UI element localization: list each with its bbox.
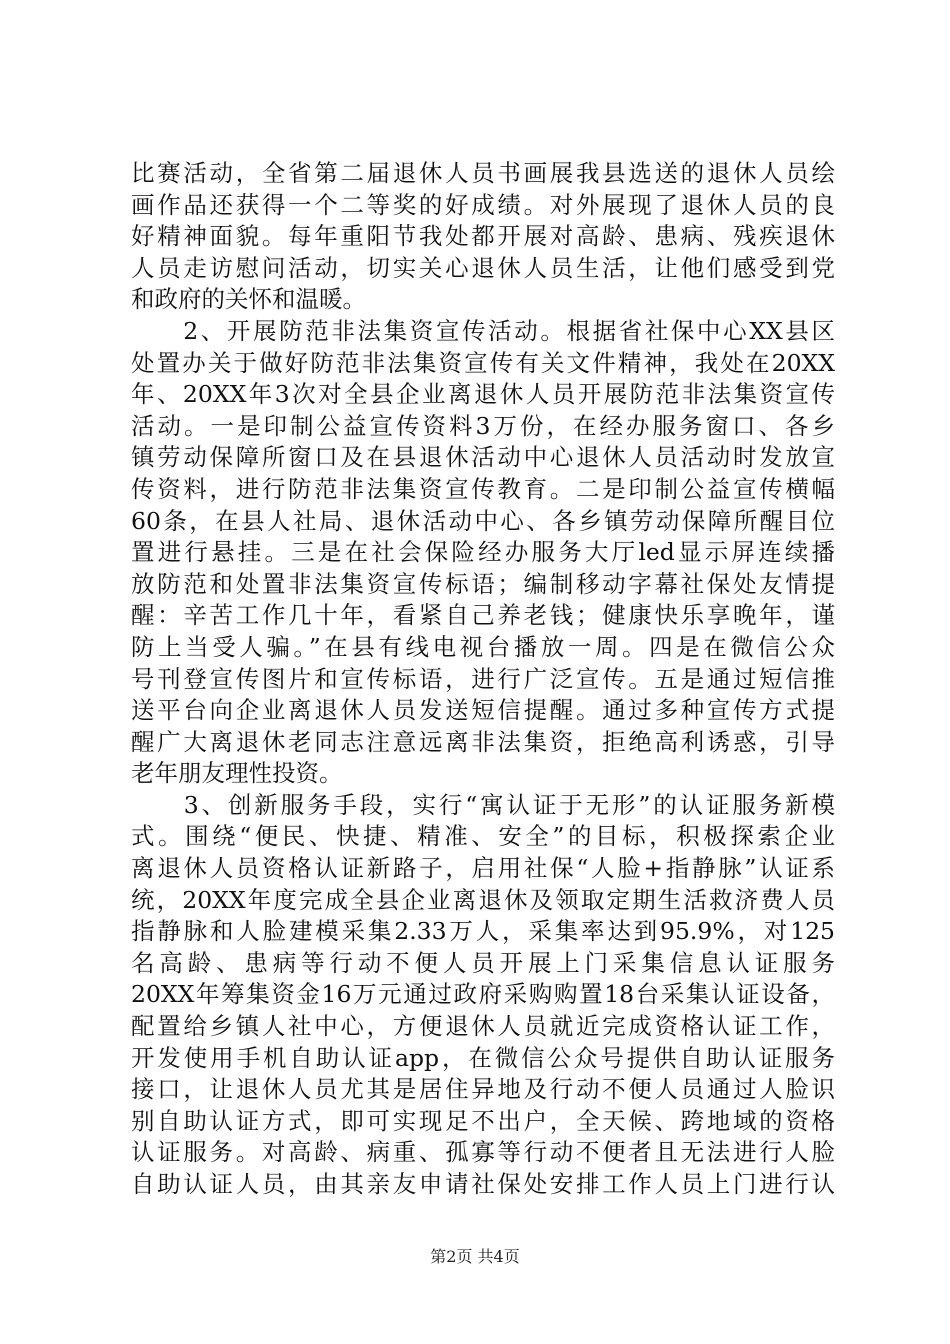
text-line: 认证服务。对高龄、病重、孤寡等行动不便者且无法进行人脸 (131, 1138, 835, 1167)
page-number-footer: 第2页 共4页 (430, 1247, 520, 1266)
text-line: 20XX年筹集资金16万元通过政府采购购置18台采集认证设备， (131, 980, 835, 1009)
text-line: 醒广大离退休老同志注意远离非法集资，拒绝高利诱惑，引导 (131, 727, 835, 756)
text-line: 处置办关于做好防范非法集资宣传有关文件精神，我处在20XX (131, 348, 835, 377)
text-line: 3、创新服务手段，实行“寓认证于无形”的认证服务新模 (131, 790, 835, 819)
text-line: 老年朋友理性投资。 (131, 759, 343, 788)
text-line: 防上当受人骗。”在县有线电视台播放一周。四是在微信公众 (131, 632, 835, 661)
text-line: 放防范和处置非法集资宣传标语；编制移动字幕社保处友情提 (131, 569, 835, 598)
text-line: 60条，在县人社局、退休活动中心、各乡镇劳动保障所醒目位 (131, 506, 835, 535)
text-line: 接口，让退休人员尤其是居住异地及行动不便人员通过人脸识 (131, 1075, 835, 1104)
text-line: 传资料，进行防范非法集资宣传教育。二是印制公益宣传横幅 (131, 474, 835, 503)
text-line: 置进行悬挂。三是在社会保险经办服务大厅led显示屏连续播 (131, 538, 835, 567)
text-line: 人员走访慰问活动，切实关心退休人员生活，让他们感受到党 (131, 253, 835, 282)
text-line: 离退休人员资格认证新路子，启用社保“人脸+指静脉”认证系 (131, 854, 835, 883)
document-body (131, 158, 835, 1201)
text-line: 2、开展防范非法集资宣传活动。根据省社保中心XX县区 (131, 316, 835, 345)
text-line: 配置给乡镇人社中心，方便退休人员就近完成资格认证工作， (131, 1012, 835, 1041)
text-line: 活动。一是印制公益宣传资料3万份，在经办服务窗口、各乡 (131, 411, 835, 440)
text-line: 开发使用手机自助认证app，在微信公众号提供自助认证服务 (131, 1043, 835, 1072)
text-line: 统，20XX年度完成全县企业离退休及领取定期生活救济费人员 (131, 885, 835, 914)
text-line: 送平台向企业离退休人员发送短信提醒。通过多种宣传方式提 (131, 696, 835, 725)
text-line: 年、20XX年3次对全县企业离退休人员开展防范非法集资宣传 (131, 380, 835, 409)
text-line: 指静脉和人脸建模采集2.33万人，采集率达到95.9%，对125 (131, 917, 835, 946)
text-line: 和政府的关怀和温暖。 (131, 285, 366, 314)
text-line: 画作品还获得一个二等奖的好成绩。对外展现了退休人员的良 (131, 190, 835, 219)
text-line: 醒：辛苦工作几十年，看紧自己养老钱；健康快乐享晚年，谨 (131, 601, 835, 630)
text-line: 别自助认证方式，即可实现足不出户，全天候、跨地域的资格 (131, 1106, 835, 1135)
text-line: 号刊登宣传图片和宣传标语，进行广泛宣传。五是通过短信推 (131, 664, 835, 693)
text-line: 比赛活动，全省第二届退休人员书画展我县选送的退休人员绘 (131, 159, 835, 187)
text-line: 式。围绕“便民、快捷、精准、安全”的目标，积极探索企业 (131, 822, 835, 851)
text-line: 自助认证人员，由其亲友申请社保处安排工作人员上门进行认 (131, 1170, 835, 1198)
text-line: 好精神面貌。每年重阳节我处都开展对高龄、患病、残疾退休 (131, 222, 835, 251)
text-line: 名高龄、患病等行动不便人员开展上门采集信息认证服务 (131, 948, 835, 977)
text-line: 镇劳动保障所窗口及在县退休活动中心退休人员活动时发放宣 (131, 443, 835, 472)
